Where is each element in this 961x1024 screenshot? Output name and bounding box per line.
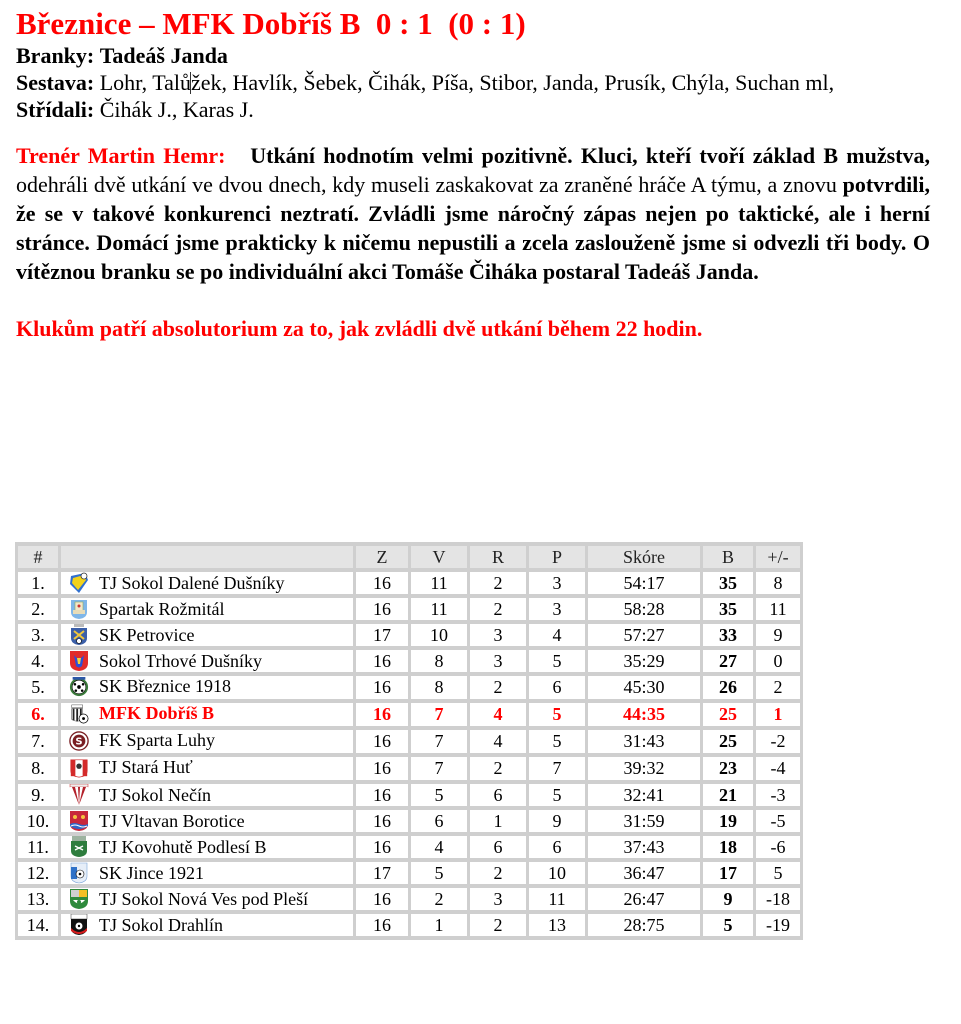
score-cell: 28:75 xyxy=(587,912,702,938)
team-cell xyxy=(60,834,355,860)
losses-cell: 5 xyxy=(528,648,587,674)
diff-cell: -5 xyxy=(755,808,802,834)
draws-cell: 3 xyxy=(469,648,528,674)
team-cell xyxy=(60,596,355,622)
wins-cell: 6 xyxy=(410,808,469,834)
goals-line xyxy=(16,42,934,69)
diff-cell: 11 xyxy=(755,596,802,622)
points-cell: 5 xyxy=(702,912,755,938)
wins-cell: 5 xyxy=(410,860,469,886)
score-cell: 35:29 xyxy=(587,648,702,674)
team-cell xyxy=(60,886,355,912)
rank-cell: 8. xyxy=(17,755,60,782)
team-name: Spartak Rožmitál xyxy=(99,599,225,619)
table-row xyxy=(17,912,802,938)
team-name: TJ Sokol Drahlín xyxy=(99,915,223,935)
draws-cell: 4 xyxy=(469,728,528,755)
points-cell: 25 xyxy=(702,701,755,728)
rank-cell: 1. xyxy=(17,570,60,596)
points-cell: 27 xyxy=(702,648,755,674)
svg-text:S: S xyxy=(75,736,83,748)
team-logo-icon xyxy=(69,914,89,936)
lineup-value-1: Lohr, Talů xyxy=(94,70,191,95)
col-score: Skóre xyxy=(587,544,702,570)
points-cell: 25 xyxy=(702,728,755,755)
played-cell: 16 xyxy=(355,570,410,596)
score-cell: 37:43 xyxy=(587,834,702,860)
played-cell: 16 xyxy=(355,648,410,674)
points-cell: 33 xyxy=(702,622,755,648)
table-row xyxy=(17,782,802,808)
team-logo-icon xyxy=(69,650,89,672)
points-cell: 19 xyxy=(702,808,755,834)
team-cell xyxy=(60,860,355,886)
diff-cell: -6 xyxy=(755,834,802,860)
league-standings-table xyxy=(15,542,803,940)
draws-cell: 2 xyxy=(469,570,528,596)
played-cell: 16 xyxy=(355,886,410,912)
team-name: TJ Sokol Nová Ves pod Pleší xyxy=(99,889,309,909)
team-logo-icon xyxy=(69,758,89,780)
team-name: TJ Kovohutě Podlesí B xyxy=(99,837,267,857)
lineup-line xyxy=(16,69,934,96)
losses-cell: 5 xyxy=(528,728,587,755)
rank-cell: 6. xyxy=(17,701,60,728)
rank-cell: 14. xyxy=(17,912,60,938)
wins-cell: 8 xyxy=(410,674,469,701)
points-cell: 17 xyxy=(702,860,755,886)
rank-cell: 3. xyxy=(17,622,60,648)
wins-cell: 11 xyxy=(410,570,469,596)
team-name: SK Březnice 1918 xyxy=(99,676,231,696)
rank-cell: 7. xyxy=(17,728,60,755)
goals-value: Tadeáš Janda xyxy=(99,43,228,68)
table-row xyxy=(17,860,802,886)
points-cell: 35 xyxy=(702,596,755,622)
coach-text-bold-2: potvrdili, že se v takové konkurenci neztratí. Zvládli jsme náročný zápas nejen po taktické, ale i herní stránce. Domácí jsme prakticky k ničemu nepustili a zcela zaslouženě jsme si odvezli tři body. O vítěznou branku se po individuální akci Tomáše Čiháka postaral Tadeáš Janda. xyxy=(16,172,930,284)
team-cell xyxy=(60,912,355,938)
diff-cell: -18 xyxy=(755,886,802,912)
wins-cell: 4 xyxy=(410,834,469,860)
points-cell: 35 xyxy=(702,570,755,596)
played-cell: 16 xyxy=(355,808,410,834)
diff-cell: 1 xyxy=(755,701,802,728)
table-header-row xyxy=(17,544,802,570)
lineup-value-2: žek, Havlík, Šebek, Čihák, Píša, Stibor, Janda, Prusík, Chýla, Suchan ml, xyxy=(190,70,835,95)
team-cell xyxy=(60,728,355,755)
team-name: MFK Dobříš B xyxy=(99,703,214,723)
team-logo-icon xyxy=(69,862,89,884)
draws-cell: 3 xyxy=(469,622,528,648)
losses-cell: 7 xyxy=(528,755,587,782)
points-cell: 21 xyxy=(702,782,755,808)
draws-cell: 3 xyxy=(469,886,528,912)
wins-cell: 2 xyxy=(410,886,469,912)
team-logo-icon xyxy=(69,572,89,594)
score-cell: 44:35 xyxy=(587,701,702,728)
losses-cell: 5 xyxy=(528,782,587,808)
losses-cell: 3 xyxy=(528,570,587,596)
coach-text-normal: odehráli dvě utkání ve dvou dnech, kdy museli zaskakovat za zraněné hráče A týmu, a znovu xyxy=(16,172,843,197)
played-cell: 16 xyxy=(355,674,410,701)
team-name: Sokol Trhové Dušníky xyxy=(99,651,263,671)
draws-cell: 2 xyxy=(469,912,528,938)
team-logo-icon xyxy=(69,704,89,726)
team-logo-icon xyxy=(69,836,89,858)
table-row xyxy=(17,834,802,860)
table-row xyxy=(17,886,802,912)
subs-label: Střídali: xyxy=(16,97,95,122)
played-cell: 16 xyxy=(355,596,410,622)
diff-cell: -4 xyxy=(755,755,802,782)
team-logo-icon xyxy=(69,677,89,699)
diff-cell: 2 xyxy=(755,674,802,701)
rank-cell: 10. xyxy=(17,808,60,834)
draws-cell: 2 xyxy=(469,860,528,886)
played-cell: 17 xyxy=(355,622,410,648)
subs-line xyxy=(16,96,934,123)
wins-cell: 7 xyxy=(410,755,469,782)
wins-cell: 7 xyxy=(410,728,469,755)
team-logo-icon xyxy=(69,598,89,620)
draws-cell: 4 xyxy=(469,701,528,728)
played-cell: 17 xyxy=(355,860,410,886)
draws-cell: 1 xyxy=(469,808,528,834)
team-logo-icon xyxy=(69,784,89,806)
points-cell: 23 xyxy=(702,755,755,782)
diff-cell: 5 xyxy=(755,860,802,886)
table-row xyxy=(17,701,802,728)
diff-cell: -2 xyxy=(755,728,802,755)
team-logo-icon xyxy=(69,624,89,646)
losses-cell: 6 xyxy=(528,834,587,860)
played-cell: 16 xyxy=(355,728,410,755)
played-cell: 16 xyxy=(355,782,410,808)
score-cell: 36:47 xyxy=(587,860,702,886)
score-cell: 31:43 xyxy=(587,728,702,755)
points-cell: 18 xyxy=(702,834,755,860)
team-name: TJ Sokol Nečín xyxy=(99,785,211,805)
score-cell: 45:30 xyxy=(587,674,702,701)
losses-cell: 9 xyxy=(528,808,587,834)
losses-cell: 10 xyxy=(528,860,587,886)
table-row xyxy=(17,596,802,622)
match-title: Březnice – MFK Dobříš B 0 : 1 (0 : 1) xyxy=(16,6,526,41)
draws-cell: 6 xyxy=(469,782,528,808)
team-cell xyxy=(60,755,355,782)
col-team xyxy=(60,544,355,570)
team-cell xyxy=(60,674,355,701)
draws-cell: 2 xyxy=(469,674,528,701)
diff-cell: -19 xyxy=(755,912,802,938)
col-played: Z xyxy=(355,544,410,570)
table-row xyxy=(17,674,802,701)
draws-cell: 2 xyxy=(469,755,528,782)
wins-cell: 10 xyxy=(410,622,469,648)
rank-cell: 2. xyxy=(17,596,60,622)
played-cell: 16 xyxy=(355,755,410,782)
losses-cell: 6 xyxy=(528,674,587,701)
match-report xyxy=(16,6,934,365)
wins-cell: 7 xyxy=(410,701,469,728)
played-cell: 16 xyxy=(355,912,410,938)
table-row xyxy=(17,728,802,755)
wins-cell: 5 xyxy=(410,782,469,808)
wins-cell: 8 xyxy=(410,648,469,674)
table-row xyxy=(17,755,802,782)
rank-cell: 5. xyxy=(17,674,60,701)
rank-cell: 9. xyxy=(17,782,60,808)
col-points: B xyxy=(702,544,755,570)
losses-cell: 13 xyxy=(528,912,587,938)
team-logo-icon xyxy=(69,888,89,910)
losses-cell: 4 xyxy=(528,622,587,648)
diff-cell: 8 xyxy=(755,570,802,596)
rank-cell: 13. xyxy=(17,886,60,912)
team-cell xyxy=(60,648,355,674)
col-rank: # xyxy=(17,544,60,570)
played-cell: 16 xyxy=(355,701,410,728)
closing-statement: Klukům patří absolutorium za to, jak zvládli dvě utkání během 22 hodin. xyxy=(16,316,703,341)
coach-label: Trenér Martin Hemr: xyxy=(16,143,226,168)
team-cell xyxy=(60,570,355,596)
wins-cell: 11 xyxy=(410,596,469,622)
played-cell: 16 xyxy=(355,834,410,860)
team-name: FK Sparta Luhy xyxy=(99,730,215,750)
team-name: TJ Sokol Dalené Dušníky xyxy=(99,573,285,593)
team-name: SK Petrovice xyxy=(99,625,195,645)
team-cell xyxy=(60,622,355,648)
diff-cell: 0 xyxy=(755,648,802,674)
team-name: SK Jince 1921 xyxy=(99,863,204,883)
score-cell: 54:17 xyxy=(587,570,702,596)
points-cell: 26 xyxy=(702,674,755,701)
rank-cell: 4. xyxy=(17,648,60,674)
table-row xyxy=(17,622,802,648)
table-row xyxy=(17,648,802,674)
score-cell: 32:41 xyxy=(587,782,702,808)
losses-cell: 11 xyxy=(528,886,587,912)
diff-cell: 9 xyxy=(755,622,802,648)
wins-cell: 1 xyxy=(410,912,469,938)
table-row xyxy=(17,570,802,596)
score-cell: 57:27 xyxy=(587,622,702,648)
subs-value: Čihák J., Karas J. xyxy=(94,97,254,122)
rank-cell: 11. xyxy=(17,834,60,860)
coach-comment xyxy=(16,141,930,286)
lineup-label: Sestava: xyxy=(16,70,95,95)
col-diff: +/- xyxy=(755,544,802,570)
losses-cell: 5 xyxy=(528,701,587,728)
goals-label: Branky: xyxy=(16,43,95,68)
coach-text-bold-1: Utkání hodnotím velmi pozitivně. Kluci, kteří tvoří základ B mužstva, xyxy=(250,143,930,168)
score-cell: 58:28 xyxy=(587,596,702,622)
team-logo-icon xyxy=(69,731,89,753)
team-name: TJ Vltavan Borotice xyxy=(99,811,245,831)
col-losses: P xyxy=(528,544,587,570)
score-cell: 39:32 xyxy=(587,755,702,782)
losses-cell: 3 xyxy=(528,596,587,622)
team-name: TJ Stará Huť xyxy=(99,757,193,777)
draws-cell: 2 xyxy=(469,596,528,622)
score-cell: 31:59 xyxy=(587,808,702,834)
rank-cell: 12. xyxy=(17,860,60,886)
score-cell: 26:47 xyxy=(587,886,702,912)
diff-cell: -3 xyxy=(755,782,802,808)
draws-cell: 6 xyxy=(469,834,528,860)
team-cell xyxy=(60,701,355,728)
team-cell xyxy=(60,782,355,808)
points-cell: 9 xyxy=(702,886,755,912)
team-logo-icon xyxy=(69,810,89,832)
table-row xyxy=(17,808,802,834)
col-draws: R xyxy=(469,544,528,570)
team-cell xyxy=(60,808,355,834)
col-wins: V xyxy=(410,544,469,570)
